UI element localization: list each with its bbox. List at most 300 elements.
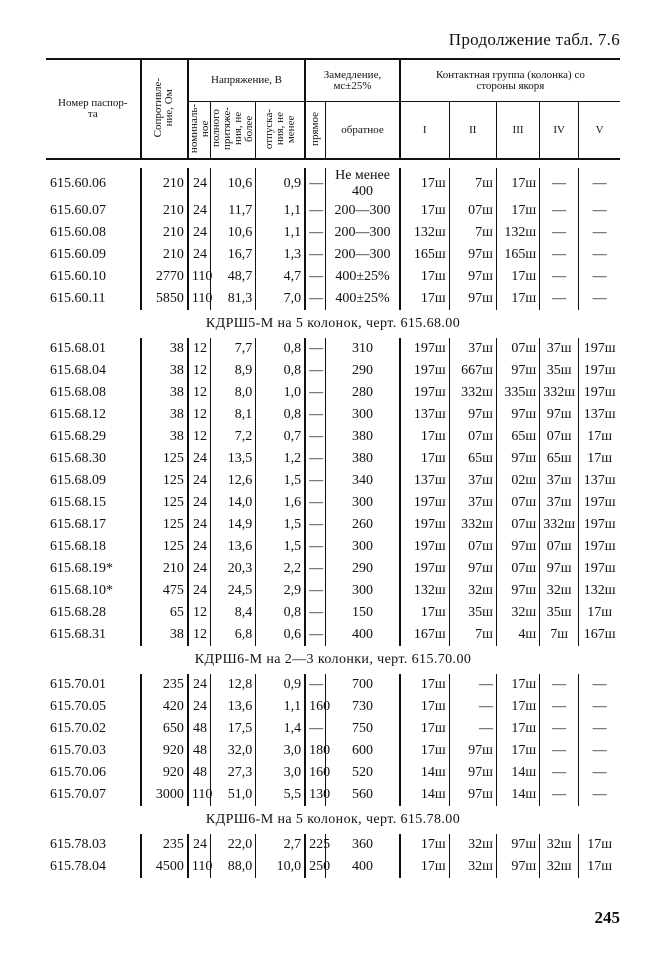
table-cell: —: [579, 674, 620, 696]
table-cell: 17,5: [211, 718, 256, 740]
table-cell: 197ш: [400, 360, 449, 382]
table-cell: 97ш: [449, 288, 496, 310]
table-cell: 3000: [141, 784, 188, 806]
header-contact-col: II: [449, 102, 496, 159]
table-cell: 2,2: [256, 558, 305, 580]
table-cell: 07ш: [449, 536, 496, 558]
table-cell: 332ш: [449, 382, 496, 404]
table-cell: —: [449, 674, 496, 696]
table-cell: 137ш: [579, 404, 620, 426]
table-cell: 200—300: [326, 222, 400, 244]
table-cell: 07ш: [449, 200, 496, 222]
table-cell: 13,6: [211, 696, 256, 718]
table-cell: 290: [326, 558, 400, 580]
table-cell: —: [305, 536, 326, 558]
table-cell: 180: [305, 740, 326, 762]
passport-number-cell: 615.68.15: [50, 495, 106, 510]
table-cell: 7,7: [211, 338, 256, 360]
table-cell: 260: [326, 514, 400, 536]
table-cell: —: [305, 200, 326, 222]
table-cell: 210: [141, 558, 188, 580]
header-v-pull: полного притяже- ния, не более: [211, 102, 256, 159]
table-cell: 17ш: [400, 266, 449, 288]
table-cell: 38: [141, 382, 188, 404]
table-row: [46, 266, 620, 288]
table-cell: 22,0: [211, 834, 256, 856]
table-cell: 197ш: [579, 558, 620, 580]
passport-number-cell: 615.60.09: [50, 247, 106, 262]
table-cell: 5850: [141, 288, 188, 310]
table-cell: —: [579, 288, 620, 310]
table-cell: 4,7: [256, 266, 305, 288]
table-cell: —: [579, 222, 620, 244]
table-cell: 14,0: [211, 492, 256, 514]
table-cell: —: [540, 266, 579, 288]
table-cell: 17ш: [400, 740, 449, 762]
table-cell: 0,8: [256, 338, 305, 360]
table-cell: 290: [326, 360, 400, 382]
table-cell: 700: [326, 674, 400, 696]
table-cell: 07ш: [496, 514, 539, 536]
table-cell: 1,1: [256, 222, 305, 244]
table-cell: 0,8: [256, 360, 305, 382]
table-cell: 197ш: [579, 382, 620, 404]
table-cell: 6,8: [211, 624, 256, 646]
table-cell: —: [540, 718, 579, 740]
table-cell: —: [305, 266, 326, 288]
table-cell: 210: [141, 222, 188, 244]
table-cell: —: [540, 784, 579, 806]
passport-number-cell: 615.68.10*: [50, 583, 113, 598]
table-cell: 32ш: [449, 834, 496, 856]
table-cell: 17ш: [400, 834, 449, 856]
table-cell: 17ш: [400, 168, 449, 200]
table-cell: 1,4: [256, 718, 305, 740]
table-cell: 24: [188, 222, 211, 244]
table-cell: 600: [326, 740, 400, 762]
table-cell: 32ш: [449, 580, 496, 602]
table-cell: 1,6: [256, 492, 305, 514]
table-cell: 17ш: [579, 834, 620, 856]
table-cell: 02ш: [496, 470, 539, 492]
table-cell: 167ш: [400, 624, 449, 646]
table-cell: —: [579, 200, 620, 222]
passport-number-cell: 615.70.01: [50, 677, 106, 692]
table-cell: 17ш: [579, 602, 620, 624]
table-cell: 920: [141, 762, 188, 784]
table-cell: 97ш: [449, 762, 496, 784]
table-cell: 97ш: [449, 784, 496, 806]
table-cell: 750: [326, 718, 400, 740]
table-cell: 250: [305, 856, 326, 878]
table-row: [46, 426, 620, 448]
header-contact-col: IV: [540, 102, 579, 159]
table-cell: —: [305, 168, 326, 200]
table-cell: 150: [326, 602, 400, 624]
table-cell: 280: [326, 382, 400, 404]
table-cell: 137ш: [579, 470, 620, 492]
table-cell: 560: [326, 784, 400, 806]
table-cell: —: [305, 382, 326, 404]
table-cell: 10,6: [211, 222, 256, 244]
table-cell: 37ш: [449, 492, 496, 514]
header-contact-col: I: [400, 102, 449, 159]
passport-number-cell: 615.70.03: [50, 743, 106, 758]
table-cell: 10,0: [256, 856, 305, 878]
table-cell: 32ш: [496, 602, 539, 624]
table-cell: 32,0: [211, 740, 256, 762]
table-cell: 38: [141, 338, 188, 360]
table-cell: 7,2: [211, 426, 256, 448]
table-cell: 97ш: [496, 856, 539, 878]
table-cell: 400±25%: [326, 288, 400, 310]
table-cell: 332ш: [449, 514, 496, 536]
table-cell: 1,5: [256, 470, 305, 492]
table-cell: 88,0: [211, 856, 256, 878]
passport-number-cell: 615.68.12: [50, 407, 106, 422]
table-cell: —: [579, 244, 620, 266]
table-caption: Продолжение табл. 7.6: [448, 30, 620, 49]
table-cell: 97ш: [449, 404, 496, 426]
table-cell: 17ш: [400, 200, 449, 222]
table-cell: 400: [326, 624, 400, 646]
table-cell: 24: [188, 448, 211, 470]
table-row: [46, 222, 620, 244]
table-cell: 24: [188, 244, 211, 266]
table-row: [46, 718, 620, 740]
table-cell: 197ш: [579, 514, 620, 536]
table-cell: —: [449, 696, 496, 718]
table-cell: 24: [188, 200, 211, 222]
passport-number-cell: 615.70.07: [50, 787, 106, 802]
table-cell: 14ш: [496, 784, 539, 806]
table-cell: 37ш: [449, 470, 496, 492]
table-cell: 380: [326, 426, 400, 448]
table-cell: 380: [326, 448, 400, 470]
table-cell: 137ш: [400, 404, 449, 426]
table-cell: 13,5: [211, 448, 256, 470]
table-cell: 132ш: [400, 222, 449, 244]
table-cell: 12: [188, 624, 211, 646]
table-cell: 7ш: [449, 222, 496, 244]
table-cell: 210: [141, 244, 188, 266]
table-cell: —: [305, 492, 326, 514]
table-cell: 32ш: [540, 856, 579, 878]
table-cell: 130: [305, 784, 326, 806]
table-cell: 97ш: [496, 360, 539, 382]
table-cell: —: [540, 674, 579, 696]
table-cell: 300: [326, 580, 400, 602]
header-resistance: Сопротивле- ние, Ом: [141, 59, 188, 159]
table-cell: 38: [141, 404, 188, 426]
passport-number-cell: 615.70.02: [50, 721, 106, 736]
passport-number-cell: 615.68.04: [50, 363, 106, 378]
section-title: КДРШ6-М на 5 колонок, черт. 615.78.00: [205, 812, 461, 827]
table-cell: 210: [141, 200, 188, 222]
table-cell: 110: [188, 288, 211, 310]
passport-number-cell: 615.60.08: [50, 225, 106, 240]
table-cell: 37ш: [540, 470, 579, 492]
table-cell: 200—300: [326, 200, 400, 222]
table-row: [46, 382, 620, 404]
passport-number-cell: 615.68.18: [50, 539, 106, 554]
table-cell: 12,6: [211, 470, 256, 492]
table-cell: —: [579, 718, 620, 740]
table-cell: 81,3: [211, 288, 256, 310]
table-cell: 400: [326, 856, 400, 878]
table-cell: 12: [188, 360, 211, 382]
table-cell: 420: [141, 696, 188, 718]
table-cell: —: [305, 580, 326, 602]
table-cell: 17ш: [496, 718, 539, 740]
table-cell: 07ш: [496, 558, 539, 580]
passport-number-cell: 615.68.09: [50, 473, 106, 488]
table-cell: 37ш: [540, 338, 579, 360]
table-cell: 160: [305, 762, 326, 784]
table-cell: —: [305, 360, 326, 382]
table-cell: 37ш: [540, 492, 579, 514]
table-cell: 200—300: [326, 244, 400, 266]
passport-number-cell: 615.68.19*: [50, 561, 113, 576]
table-cell: 125: [141, 470, 188, 492]
table-cell: 110: [188, 856, 211, 878]
table-cell: 12: [188, 404, 211, 426]
table-cell: 125: [141, 448, 188, 470]
table-cell: 5,5: [256, 784, 305, 806]
header-v-nominal: номиналь- ное: [188, 102, 211, 159]
table-cell: 300: [326, 536, 400, 558]
table-cell: 14ш: [400, 762, 449, 784]
table-cell: 97ш: [496, 580, 539, 602]
table-cell: —: [540, 696, 579, 718]
table-cell: 17ш: [400, 718, 449, 740]
table-cell: 197ш: [400, 492, 449, 514]
table-row: [46, 580, 620, 602]
table-cell: 97ш: [449, 740, 496, 762]
table-cell: 17ш: [496, 674, 539, 696]
table-cell: 38: [141, 426, 188, 448]
table-cell: 38: [141, 360, 188, 382]
table-cell: 340: [326, 470, 400, 492]
table-cell: 17ш: [496, 288, 539, 310]
table-cell: 17ш: [400, 696, 449, 718]
table-cell: 17ш: [400, 426, 449, 448]
table-cell: 20,3: [211, 558, 256, 580]
table-cell: —: [305, 624, 326, 646]
table-cell: 8,9: [211, 360, 256, 382]
table-cell: —: [305, 718, 326, 740]
table-cell: —: [305, 514, 326, 536]
table-cell: 160: [305, 696, 326, 718]
table-cell: 400±25%: [326, 266, 400, 288]
table-cell: 110: [188, 784, 211, 806]
table-cell: 24: [188, 580, 211, 602]
table-cell: 8,4: [211, 602, 256, 624]
section-title-row: [46, 310, 620, 338]
table-cell: 197ш: [400, 558, 449, 580]
header-delay-direct: прямое: [305, 102, 326, 159]
table-cell: 360: [326, 834, 400, 856]
table-cell: —: [305, 448, 326, 470]
table-row: [46, 784, 620, 806]
table-cell: —: [305, 244, 326, 266]
table-cell: —: [449, 718, 496, 740]
table-cell: —: [579, 784, 620, 806]
table-cell: 97ш: [449, 266, 496, 288]
table-cell: 97ш: [449, 244, 496, 266]
table-row: [46, 338, 620, 360]
table-cell: 300: [326, 492, 400, 514]
table-cell: 332ш: [540, 382, 579, 404]
table-row: [46, 856, 620, 878]
table-cell: 1,1: [256, 200, 305, 222]
table-row: [46, 492, 620, 514]
passport-number-cell: 615.60.11: [50, 291, 106, 306]
table-cell: 235: [141, 834, 188, 856]
table-cell: Не менее 400: [326, 168, 400, 200]
table-cell: 24: [188, 470, 211, 492]
table-cell: 197ш: [579, 338, 620, 360]
table-cell: 197ш: [400, 338, 449, 360]
table-cell: 51,0: [211, 784, 256, 806]
table-cell: 3,0: [256, 762, 305, 784]
passport-number-cell: 615.78.04: [50, 859, 106, 874]
table-cell: 17ш: [400, 674, 449, 696]
section-title: КДРШ5-М на 5 колонок, черт. 615.68.00: [205, 316, 461, 331]
header-contact-col: V: [579, 102, 620, 159]
spacer-cell: [46, 159, 620, 168]
table-cell: 17ш: [579, 856, 620, 878]
table-cell: 97ш: [496, 448, 539, 470]
passport-number-cell: 615.60.06: [50, 176, 106, 191]
table-cell: 97ш: [496, 404, 539, 426]
header-v-release: отпуска- ния, не менее: [256, 102, 305, 159]
table-row: [46, 536, 620, 558]
table-cell: 07ш: [496, 338, 539, 360]
page-number: 245: [594, 908, 620, 927]
table-cell: 24: [188, 536, 211, 558]
table-cell: 210: [141, 168, 188, 200]
table-cell: 4ш: [496, 624, 539, 646]
table-cell: 17ш: [579, 448, 620, 470]
table-cell: 235: [141, 674, 188, 696]
table-cell: 17ш: [496, 200, 539, 222]
table-row: [46, 740, 620, 762]
table-cell: 97ш: [540, 558, 579, 580]
table-cell: 2,9: [256, 580, 305, 602]
table-cell: 97ш: [540, 404, 579, 426]
table-cell: 32ш: [449, 856, 496, 878]
table-cell: 7ш: [449, 168, 496, 200]
table-cell: —: [540, 222, 579, 244]
table-cell: —: [305, 602, 326, 624]
header-delay-reverse: обратное: [326, 102, 400, 159]
table-cell: 10,6: [211, 168, 256, 200]
table-cell: 7ш: [540, 624, 579, 646]
table-cell: 520: [326, 762, 400, 784]
table-cell: 12: [188, 338, 211, 360]
passport-number-cell: 615.68.29: [50, 429, 106, 444]
table-cell: 07ш: [496, 492, 539, 514]
passport-number-cell: 615.78.03: [50, 837, 106, 852]
table-cell: 0,9: [256, 674, 305, 696]
table-cell: 1,3: [256, 244, 305, 266]
table-cell: —: [305, 404, 326, 426]
table-cell: 12: [188, 426, 211, 448]
passport-number-cell: 615.68.28: [50, 605, 106, 620]
table-cell: 1,1: [256, 696, 305, 718]
table-row: [46, 696, 620, 718]
table-cell: 132ш: [400, 580, 449, 602]
table-cell: 332ш: [540, 514, 579, 536]
table-cell: 12: [188, 382, 211, 404]
table-cell: 97ш: [496, 536, 539, 558]
section-title: КДРШ6-М на 2—3 колонки, черт. 615.70.00: [194, 652, 472, 667]
table-row: [46, 624, 620, 646]
table-cell: 17ш: [496, 696, 539, 718]
table-cell: —: [579, 696, 620, 718]
table-cell: 667ш: [449, 360, 496, 382]
table-cell: 24: [188, 834, 211, 856]
table-cell: —: [305, 558, 326, 580]
table-cell: 24: [188, 696, 211, 718]
table-cell: 12: [188, 602, 211, 624]
table-row: [46, 470, 620, 492]
table-row: [46, 558, 620, 580]
table-cell: —: [305, 470, 326, 492]
passport-number-cell: 615.70.05: [50, 699, 106, 714]
table-cell: —: [540, 168, 579, 200]
table-cell: —: [305, 426, 326, 448]
table-cell: 3,0: [256, 740, 305, 762]
table-cell: 1,5: [256, 536, 305, 558]
table-cell: 17ш: [400, 288, 449, 310]
table-cell: 17ш: [400, 448, 449, 470]
spacer-row: [46, 159, 620, 168]
table-cell: 35ш: [540, 602, 579, 624]
table-cell: 0,8: [256, 404, 305, 426]
table-cell: 125: [141, 536, 188, 558]
table-cell: 7,0: [256, 288, 305, 310]
passport-number-cell: 615.70.06: [50, 765, 106, 780]
table-cell: 1,0: [256, 382, 305, 404]
table-cell: 48: [188, 718, 211, 740]
table-cell: 8,1: [211, 404, 256, 426]
table-cell: 24: [188, 492, 211, 514]
table-cell: 65: [141, 602, 188, 624]
table-cell: 197ш: [579, 536, 620, 558]
header-passport: Номер паспор- та: [46, 59, 141, 159]
table-cell: 97ш: [449, 558, 496, 580]
passport-number-cell: 615.68.08: [50, 385, 106, 400]
table-cell: 37ш: [449, 338, 496, 360]
table-cell: 17ш: [400, 602, 449, 624]
table-cell: 32ш: [540, 580, 579, 602]
passport-number-cell: 615.68.30: [50, 451, 106, 466]
table-cell: 48: [188, 740, 211, 762]
table-cell: 920: [141, 740, 188, 762]
table-cell: 125: [141, 492, 188, 514]
section-title-row: [46, 806, 620, 834]
table-body: [46, 159, 620, 878]
table-row: [46, 288, 620, 310]
table-cell: 07ш: [449, 426, 496, 448]
table-cell: —: [540, 762, 579, 784]
passport-number-cell: 615.68.01: [50, 341, 106, 356]
table-cell: —: [305, 288, 326, 310]
passport-number-cell: 615.60.10: [50, 269, 106, 284]
table-cell: —: [540, 200, 579, 222]
